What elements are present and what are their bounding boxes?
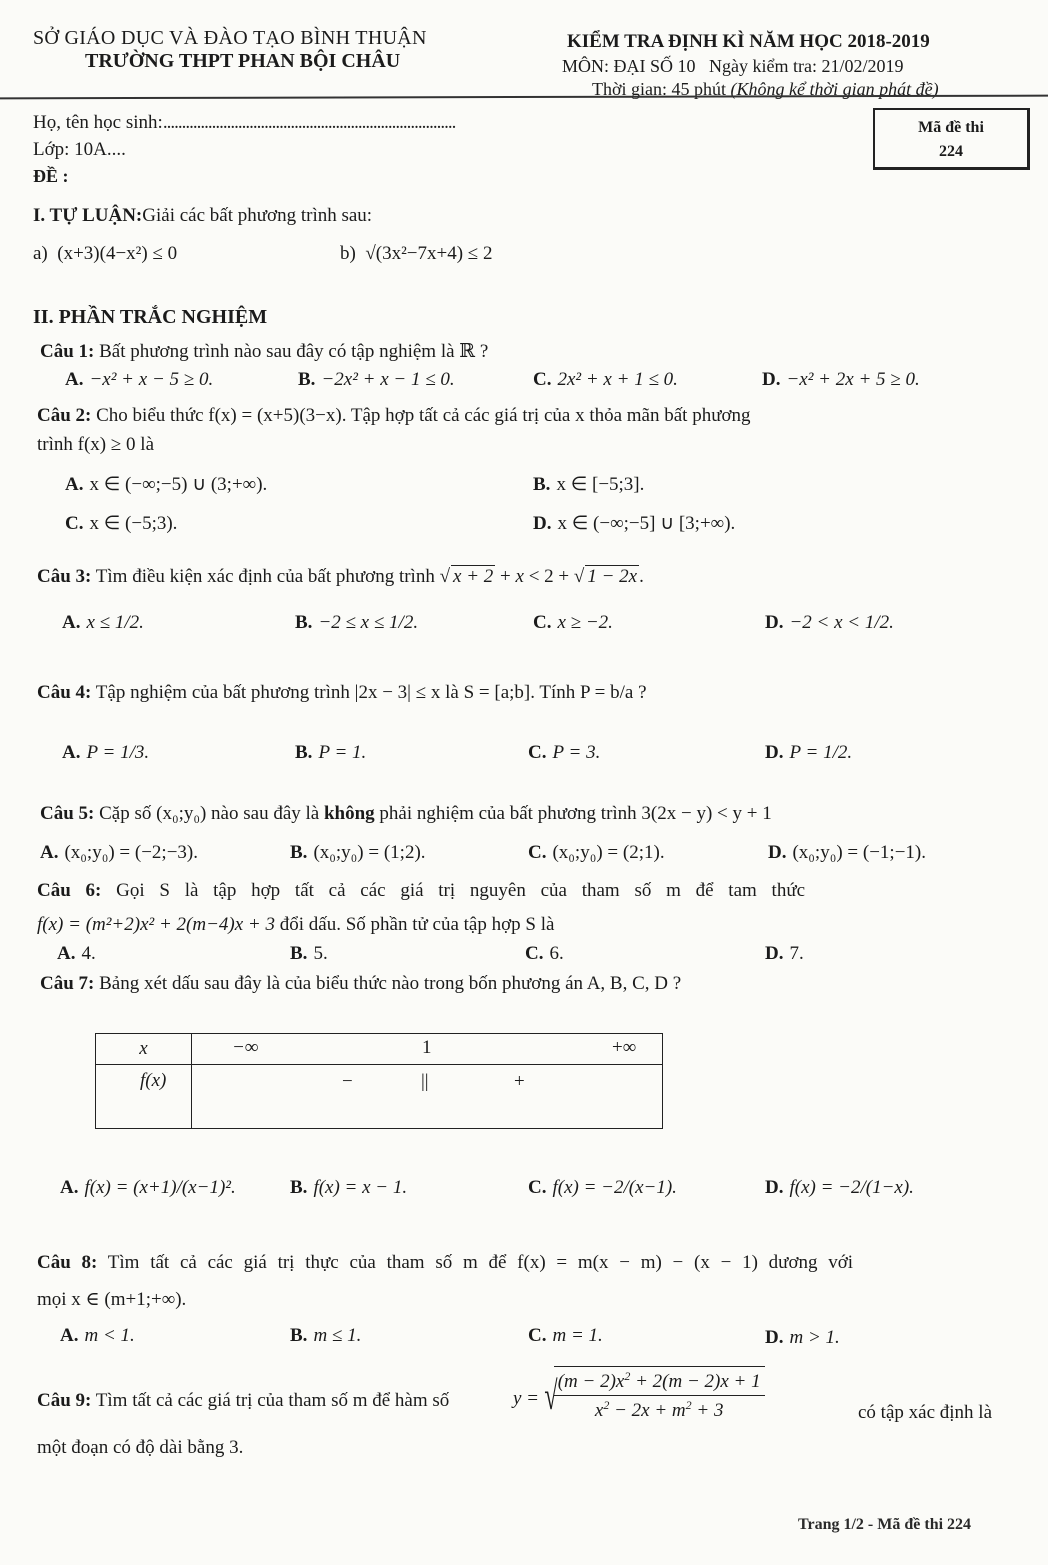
option-letter: C. — [528, 742, 547, 763]
q4-option-a[interactable] — [62, 742, 149, 764]
option-letter: A. — [62, 612, 81, 633]
question-label: Câu 1: — [40, 341, 95, 362]
option-text: 4. — [81, 943, 96, 964]
q6-formula: f(x) = (m²+2)x² + 2(m−4)x + 3 — [37, 914, 275, 935]
sign-table-f-header: f(x) — [96, 1064, 192, 1128]
option-text: P = 1. — [318, 742, 367, 763]
option-letter: B. — [298, 369, 316, 390]
school-name: TRƯỜNG THPT PHAN BỘI CHÂU — [85, 50, 401, 72]
question-label: Câu 7: — [40, 973, 95, 994]
option-letter: C. — [533, 369, 552, 390]
option-text: 7. — [789, 943, 804, 964]
question-label: Câu 4: — [37, 682, 92, 703]
option-letter: A. — [40, 842, 59, 863]
q5-option-a[interactable] — [40, 842, 198, 864]
sign-negative: − — [342, 1070, 353, 1092]
page-footer: Trang 1/2 - Mã đề thi 224 — [798, 1516, 972, 1533]
q4-option-b[interactable] — [295, 742, 366, 764]
option-text: 2x² + x + 1 ≤ 0. — [557, 369, 678, 390]
option-text: 6. — [549, 943, 564, 964]
question-6 — [37, 880, 805, 902]
option-text: 5. — [313, 943, 328, 964]
option-letter: C. — [525, 943, 544, 964]
question-3 — [37, 565, 644, 588]
option-text: P = 1/3. — [86, 742, 150, 763]
option-text: −2x² + x − 1 ≤ 0. — [321, 369, 455, 390]
sign-undefined: || — [421, 1070, 429, 1092]
q5-option-c[interactable] — [528, 842, 665, 864]
option-text: m = 1. — [552, 1325, 603, 1346]
student-name-label: Họ, tên học sinh: — [33, 112, 163, 133]
part1-item-a — [33, 243, 177, 265]
q1-option-a[interactable] — [65, 369, 213, 391]
sign-table-row-f — [96, 1064, 663, 1128]
sign-table-x-values — [192, 1034, 663, 1065]
option-letter: C. — [528, 1177, 547, 1198]
exam-code-value: 224 — [939, 143, 963, 160]
q6-option-a[interactable] — [57, 943, 96, 965]
question-text: Tìm tất cả các giá trị thực của tham số m để f(x) = m(x − m) − (x − 1) dương với — [107, 1252, 854, 1273]
option-text: x ∈ (−∞;−5] ∪ [3;+∞). — [557, 513, 736, 534]
question-emphasis: không — [323, 803, 375, 824]
option-letter: C. — [65, 513, 84, 534]
option-text: −x² + 2x + 5 ≥ 0. — [786, 369, 920, 390]
option-text: (x₀;y₀) = (−1;−1). — [792, 842, 926, 863]
part1-a-label: a) — [33, 243, 48, 264]
question-2 — [37, 405, 751, 427]
q3-option-c[interactable] — [533, 612, 613, 634]
q7-option-b[interactable] — [290, 1177, 407, 1199]
question-text: Tập nghiệm của bất phương trình |2x − 3| ≤ x là S = [a;b]. Tính P = b/a ? — [95, 682, 647, 703]
question-9 — [37, 1390, 449, 1412]
option-text: m ≤ 1. — [313, 1325, 362, 1346]
question-text: Cho biểu thức f(x) = (x+5)(3−x). Tập hợp tất cả các giá trị của x thỏa mãn bất phương — [96, 405, 751, 426]
option-letter: C. — [528, 842, 547, 863]
question-text: Tìm điều kiện xác định của bất phương trình — [95, 566, 435, 587]
question-5 — [40, 803, 772, 825]
sign-positive: + — [514, 1070, 525, 1092]
q8-option-c[interactable] — [528, 1325, 603, 1347]
option-text: (x₀;y₀) = (2;1). — [552, 842, 665, 863]
part1-title: I. TỰ LUẬN: — [33, 205, 143, 226]
question-text-cont: đổi dấu. Số phần tử của tập hợp S là — [279, 914, 555, 935]
option-text: x ≤ 1/2. — [86, 612, 144, 633]
q1-option-c[interactable] — [533, 369, 678, 391]
question-text-cont: phải nghiệm của bất phương trình 3(2x − y) < y + 1 — [379, 803, 772, 824]
option-text: f(x) = −2/(1−x). — [789, 1177, 914, 1198]
question-label: Câu 9: — [37, 1390, 92, 1411]
part1-b-expr: √(3x²−7x+4) ≤ 2 — [365, 243, 493, 264]
part2-title: II. PHẦN TRẮC NGHIỆM — [33, 306, 268, 328]
question-label: Câu 8: — [37, 1252, 98, 1273]
option-letter: D. — [765, 943, 784, 964]
q9-formula: y = √ $\frac{(m - 2)x^2 + 2(m - 2)x + 1}{x^2 - 2x + m^2 + 3}$ — [513, 1366, 765, 1426]
option-text: x ∈ (−∞;−5) ∪ (3;+∞). — [89, 474, 268, 495]
q8-option-d[interactable] — [765, 1327, 840, 1349]
q3-inequality: √ x + 2 + x < 2 + √ 1 − 2x . — [439, 566, 644, 587]
option-letter: A. — [60, 1177, 79, 1198]
question-7 — [40, 973, 681, 995]
option-letter: A. — [62, 742, 81, 763]
question-text: Tìm tất cả các giá trị của tham số m để hàm số — [95, 1390, 450, 1411]
part1-b-label: b) — [340, 243, 356, 264]
q1-option-b[interactable] — [298, 369, 455, 391]
option-letter: C. — [533, 612, 552, 633]
option-letter: D. — [768, 842, 787, 863]
option-text: P = 3. — [552, 742, 601, 763]
option-text: −2 ≤ x ≤ 1/2. — [318, 612, 419, 633]
option-text: (x₀;y₀) = (−2;−3). — [64, 842, 198, 863]
question-text: Bất phương trình nào sau đây có tập nghiệm là ℝ ? — [99, 341, 489, 362]
option-letter: A. — [65, 369, 84, 390]
question-2-line2: trình f(x) ≥ 0 là — [37, 434, 155, 455]
option-letter: B. — [295, 742, 313, 763]
sign-table — [95, 1033, 663, 1129]
question-6-line2 — [37, 914, 554, 936]
q4-option-c[interactable] — [528, 742, 600, 764]
student-name-field[interactable]: .............................................................................. — [162, 112, 456, 133]
q6-option-b[interactable] — [290, 943, 328, 965]
x-pos-infinity: +∞ — [612, 1037, 637, 1058]
option-letter: C. — [528, 1325, 547, 1346]
exam-code-label: Mã đề thi — [918, 119, 984, 136]
question-label: Câu 2: — [37, 405, 92, 426]
q3-option-a[interactable] — [62, 612, 144, 634]
question-4 — [37, 682, 647, 704]
option-letter: D. — [765, 1177, 784, 1198]
q7-option-d[interactable] — [765, 1177, 914, 1199]
q2-option-b[interactable] — [533, 473, 644, 496]
option-letter: A. — [65, 474, 84, 495]
option-letter: B. — [295, 612, 313, 633]
option-text: f(x) = −2/(x−1). — [552, 1177, 677, 1198]
option-text: −x² + x − 5 ≥ 0. — [89, 369, 214, 390]
option-letter: B. — [290, 1325, 308, 1346]
q1-option-d[interactable] — [762, 369, 920, 391]
q6-option-d[interactable] — [765, 943, 804, 965]
q4-option-d[interactable] — [765, 742, 852, 764]
part1-heading — [33, 205, 372, 227]
q2-option-a[interactable] — [65, 473, 267, 496]
q3-option-d[interactable] — [765, 612, 894, 634]
q7-option-c[interactable] — [528, 1177, 677, 1199]
question-label: Câu 5: — [40, 803, 95, 824]
exam-duration: Thời gian: 45 phút — [592, 79, 727, 99]
option-letter: D. — [765, 1327, 784, 1348]
option-text: f(x) = (x+1)/(x−1)². — [84, 1177, 236, 1198]
question-text: Cặp số (x₀;y₀) nào sau đây là — [99, 803, 320, 824]
question-8-line2: mọi x ∈ (m+1;+∞). — [37, 1289, 187, 1310]
option-letter: A. — [60, 1325, 79, 1346]
x-critical-point: 1 — [422, 1037, 432, 1058]
q3-option-b[interactable] — [295, 612, 418, 634]
option-letter: B. — [290, 1177, 308, 1198]
option-text: f(x) = x − 1. — [313, 1177, 408, 1198]
exam-code-box — [873, 108, 1030, 170]
question-9-after: có tập xác định là — [858, 1402, 993, 1423]
q2-option-d[interactable] — [533, 512, 735, 535]
option-letter: B. — [290, 943, 308, 964]
sign-table-x-header: x — [96, 1034, 192, 1065]
option-text: m < 1. — [84, 1325, 135, 1346]
exam-title: KIỂM TRA ĐỊNH KÌ NĂM HỌC 2018-2019 — [567, 31, 930, 52]
option-letter: B. — [290, 842, 308, 863]
question-label: Câu 3: — [37, 566, 92, 587]
q6-option-c[interactable] — [525, 943, 564, 965]
part1-a-expr: (x+3)(4−x²) ≤ 0 — [57, 243, 178, 264]
sign-table-signs — [192, 1064, 663, 1128]
option-text: m > 1. — [789, 1327, 840, 1348]
sign-table-row-x — [96, 1034, 663, 1065]
option-letter: A. — [57, 943, 76, 964]
q7-option-a[interactable] — [60, 1177, 236, 1199]
q8-option-a[interactable] — [60, 1325, 135, 1347]
part1-instruction: Giải các bất phương trình sau: — [142, 205, 373, 226]
exam-date: Ngày kiểm tra: 21/02/2019 — [709, 56, 904, 76]
option-text: P = 1/2. — [789, 742, 853, 763]
option-text: −2 < x < 1/2. — [789, 612, 894, 633]
question-text: Bảng xét dấu sau đây là của biểu thức nào trong bốn phương án A, B, C, D ? — [99, 973, 682, 994]
option-letter: D. — [762, 369, 781, 390]
question-label: Câu 6: — [37, 880, 102, 901]
option-text: x ≥ −2. — [557, 612, 613, 633]
department-name: SỞ GIÁO DỤC VÀ ĐÀO TẠO BÌNH THUẬN — [33, 27, 427, 49]
option-letter: D. — [765, 612, 784, 633]
question-8 — [37, 1252, 853, 1274]
option-text: (x₀;y₀) = (1;2). — [313, 842, 426, 863]
option-letter: D. — [533, 513, 552, 534]
student-class: Lớp: 10A.... — [33, 139, 126, 160]
option-text: x ∈ [−5;3]. — [556, 474, 645, 495]
question-text: Gọi S là tập hợp tất cả các giá trị nguyên của tham số m để tam thức — [116, 880, 806, 901]
question-1 — [40, 340, 488, 363]
q5-option-d[interactable] — [768, 842, 926, 864]
option-letter: B. — [533, 474, 551, 495]
option-text: x ∈ (−5;3). — [89, 513, 178, 534]
part1-item-b — [340, 243, 492, 265]
q5-option-b[interactable] — [290, 842, 426, 864]
option-letter: D. — [765, 742, 784, 763]
exam-subject-line — [562, 56, 903, 77]
x-neg-infinity: −∞ — [232, 1037, 259, 1058]
q2-option-c[interactable] — [65, 512, 177, 535]
question-9-line2: một đoạn có độ dài bằng 3. — [37, 1437, 244, 1458]
exam-subject: MÔN: ĐẠI SỐ 10 — [562, 56, 696, 76]
q8-option-b[interactable] — [290, 1325, 361, 1347]
de-label: ĐỀ : — [33, 166, 69, 186]
student-name-line — [33, 112, 455, 134]
exam-duration-note: (Không kể thời gian phát đề) — [730, 79, 939, 99]
